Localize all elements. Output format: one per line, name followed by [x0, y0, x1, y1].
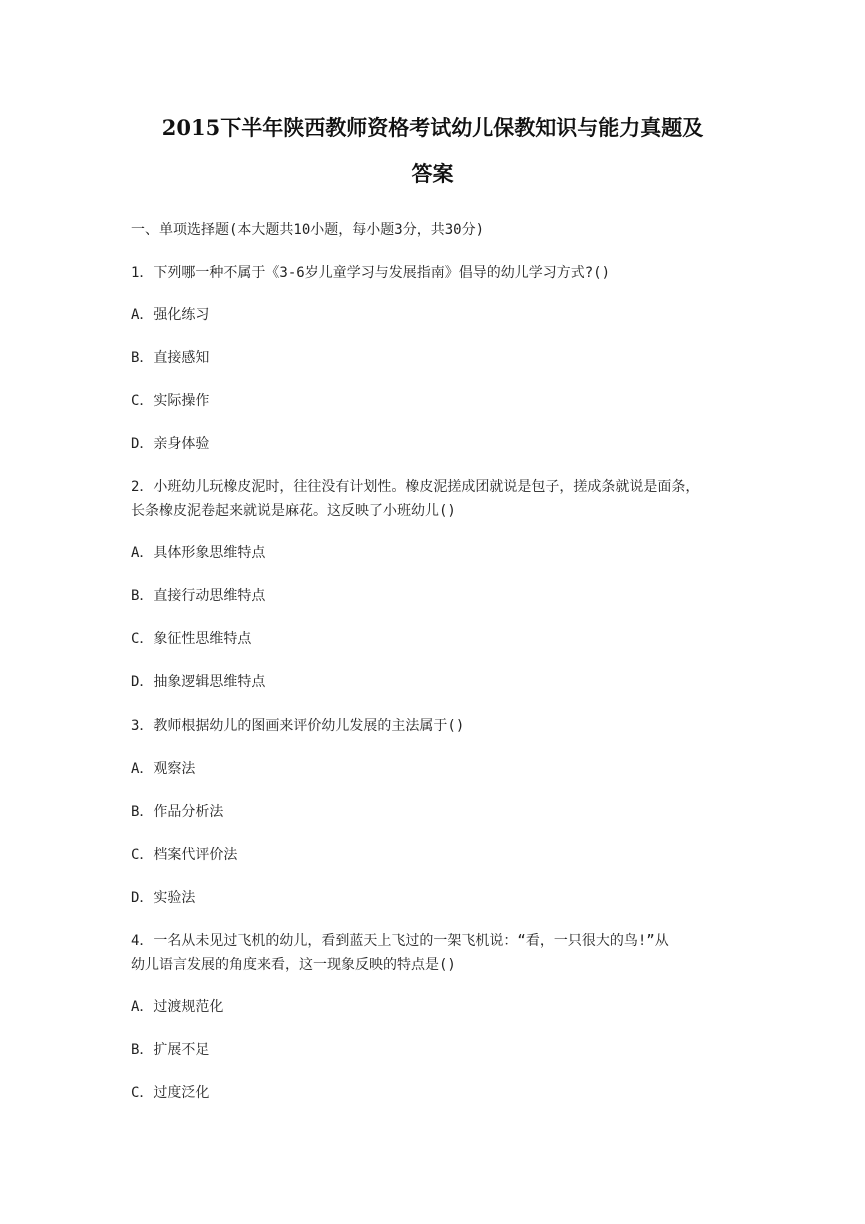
- question-1-option-d: D．亲身体验: [131, 436, 210, 452]
- question-1-stem: 1．下列哪一种不属于《3-6岁儿童学习与发展指南》倡导的幼儿学习方式?(): [131, 265, 610, 281]
- question-4-option-b: B．扩展不足: [131, 1042, 210, 1058]
- question-3-option-d: D．实验法: [131, 890, 196, 906]
- question-1-option-a: A．强化练习: [131, 307, 210, 323]
- question-2-option-c: C．象征性思维特点: [131, 631, 252, 647]
- question-4-option-a: A．过渡规范化: [131, 999, 224, 1015]
- question-1-option-b: B．直接感知: [131, 350, 210, 366]
- document-title-line-2: 答案: [411, 161, 454, 186]
- question-2-option-b: B．直接行动思维特点: [131, 588, 266, 604]
- question-3-option-c: C．档案代评价法: [131, 847, 238, 863]
- question-1-option-c: C．实际操作: [131, 393, 210, 409]
- question-4-option-c: C．过度泛化: [131, 1085, 210, 1101]
- question-2-stem-line-2: 长条橡皮泥卷起来就说是麻花。这反映了小班幼儿(): [131, 503, 456, 519]
- section-heading: 一、单项选择题(本大题共10小题，每小题3分，共30分): [131, 222, 484, 238]
- question-4-stem-line-1: 4．一名从未见过飞机的幼儿，看到蓝天上飞过的一架飞机说：“看，一只很大的鸟!”从: [131, 933, 669, 949]
- question-2-option-d: D．抽象逻辑思维特点: [131, 674, 266, 690]
- question-3-stem: 3．教师根据幼儿的图画来评价幼儿发展的主法属于(): [131, 718, 465, 734]
- document-title-line-1: 2015下半年陕西教师资格考试幼儿保教知识与能力真题及: [161, 115, 704, 140]
- question-3-option-b: B．作品分析法: [131, 804, 224, 820]
- question-2-stem-line-1: 2．小班幼儿玩橡皮泥时，往往没有计划性。橡皮泥搓成团就说是包子，搓成条就说是面条，: [131, 479, 700, 495]
- question-2-option-a: A．具体形象思维特点: [131, 545, 266, 561]
- question-3-option-a: A．观察法: [131, 761, 196, 777]
- question-4-stem-line-2: 幼儿语言发展的角度来看，这一现象反映的特点是(): [131, 957, 456, 973]
